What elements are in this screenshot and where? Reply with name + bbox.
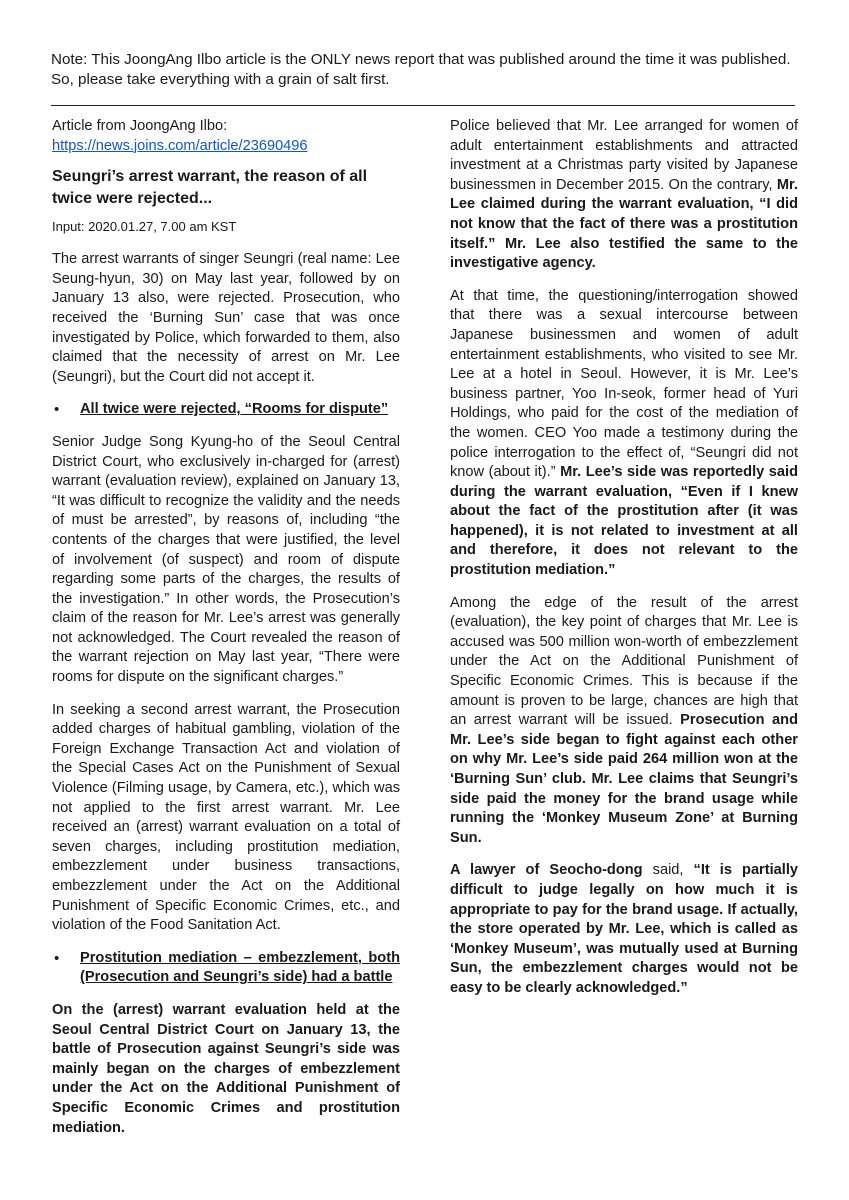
input-timestamp: Input: 2020.01.27, 7.00 am KST: [52, 219, 237, 235]
paragraph-4-bold-2: Mr. Lee claimed during the warrant evaluation, “I did not know that the fact of there was a prostitution itself.” Mr. Lee also testified the same to the investigative agency.: [450, 176, 798, 272]
paragraph-5: [450, 287, 798, 581]
article-column-right: [450, 117, 798, 1012]
paragraph-6-bold: Prosecution and Mr. Lee’s side began to fight against each other on why Mr. Lee’s side paid 264 million won at the ‘Burning Sun’ club. Mr. Lee claims that Seungri’s side paid the money for the brand usage while running the ‘Monkey Museum Zone’ at Burning Sun.: [450, 712, 798, 846]
subheading-2-text: Prostitution mediation – embezzlement, both (Prosecution and Seungri’s side) had a battle: [80, 949, 400, 986]
paragraph-6-plain: Among the edge of the result of the arrest (evaluation), the key point of charges that Mr. Lee is accused was 500 million won-worth of embezzlement under the Act on the Additional Punishment of Specific Economic Crimes. This is because if the amount is proven to be large, chances are high that an arrest warrant will be issued.: [450, 594, 798, 729]
paragraph-6: [450, 594, 798, 849]
bullet-icon: •: [54, 401, 60, 419]
article-column-left: [52, 117, 400, 1138]
paragraph-4-start: [52, 1001, 400, 1138]
paragraph-7-bold-1: A lawyer of Seocho-dong: [450, 862, 643, 879]
paragraph-7-plain: said,: [652, 862, 684, 879]
horizontal-divider: [51, 105, 795, 106]
bullet-icon: •: [54, 949, 60, 967]
source-link[interactable]: https://news.joins.com/article/23690496: [52, 137, 308, 154]
paragraph-2: Senior Judge Song Kyung-ho of the Seoul Central District Court, who exclusively in-charged for (arrest) warrant (evaluation review), explained on January 13, “It was difficult to recognize the validity and the needs of must be arrested”, by reasons of, including “the contents of the charges that were justified, the level of involvement (of suspect) and room of dispute regarding some parts of the charges, the results of the investigation.” In other words, the Prosecution’s claim of the reason for Mr. Lee’s arrest was generally not acknowledged. The Court revealed the reason of the warrant rejection on May last year, “There were rooms for dispute on the significant charges.”: [52, 433, 400, 686]
paragraph-5-plain: At that time, the questioning/interrogation showed that there was a sexual intercourse between Japanese businessmen and women of adult entertainment establishments, who visited to see Mr. Lee at a hotel in Seoul. However, it is Mr. Lee’s business partner, Yoo In-seok, former head of Yuri Holdings, who paid for the cost of the mediation of the women. CEO Yoo made a testimony during the police interrogation to the effect of, “Seungri did not know (about it).”: [450, 287, 798, 481]
paragraph-7-bold-2: “It is partially difficult to judge legally on how much it is appropriate to pay for the brand usage. If actually, the store operated by Mr. Lee, which is called as ‘Monkey Museum’, was mutually used at Burning Sun, the embezzlement charges would not be easy to be clearly acknowledged.”: [450, 862, 798, 996]
paragraph-4-bold: On the (arrest) warrant evaluation held at the Seoul Central District Court on January 13, the battle of Prosecution against Seungri’s side was mainly began on the charges of embezzlement under the Act on the Additional Punishment of Specific Economic Crimes and prostitution mediation.: [52, 1001, 400, 1136]
subheading-1-text: All twice were rejected, “Rooms for dispute”: [80, 401, 389, 418]
paragraph-4-continued: [450, 117, 798, 274]
source-label: Article from JoongAng Ilbo:: [52, 118, 228, 134]
subheading-1: [52, 400, 400, 420]
disclaimer-note: Note: This JoongAng Ilbo article is the ONLY news report that was published around the time it was published. So, please take everything with a grain of salt first.: [51, 51, 791, 88]
paragraph-4-plain: Police believed that Mr. Lee arranged for women of adult entertainment establishments and attracted investment at a Christmas party visited by Japanese businessmen in December 2015. On the contrary,: [450, 118, 798, 193]
subheading-2: [52, 949, 400, 988]
paragraph-7: [450, 861, 798, 998]
paragraph-5-bold: Mr. Lee’s side was reportedly said during the warrant evaluation, “Even if I knew about the fact of the prostitution after (it was happened), it is not related to investment at all and therefore, it does not relevant to the prostitution mediation.”: [450, 464, 798, 579]
article-headline: Seungri’s arrest warrant, the reason of all twice were rejected...: [52, 168, 368, 208]
paragraph-1: The arrest warrants of singer Seungri (real name: Lee Seung-hyun, 30) on May last year, followed by on January 13 also, were rejected. Prosecution, who received the ‘Burning Sun’ case that was once investigated by Police, which forwarded to them, also claimed that the necessity of arrest on Mr. Lee (Seungri), but the Court did not accept it.: [52, 251, 400, 385]
paragraph-3: In seeking a second arrest warrant, the Prosecution added charges of habitual gambling, violation of the Foreign Exchange Transaction Act and violation of the Special Cases Act on the Punishment of Sexual Violence (Filming usage, by Camera, etc.), which was not applied to the first arrest warrant. Mr. Lee received an (arrest) warrant evaluation on a total of seven charges, including prostitution mediation, embezzlement under business transactions, embezzlement under the Act on the Additional Punishment of Specific Economic Crimes, etc., and violation of the Food Sanitation Act.: [52, 701, 400, 934]
